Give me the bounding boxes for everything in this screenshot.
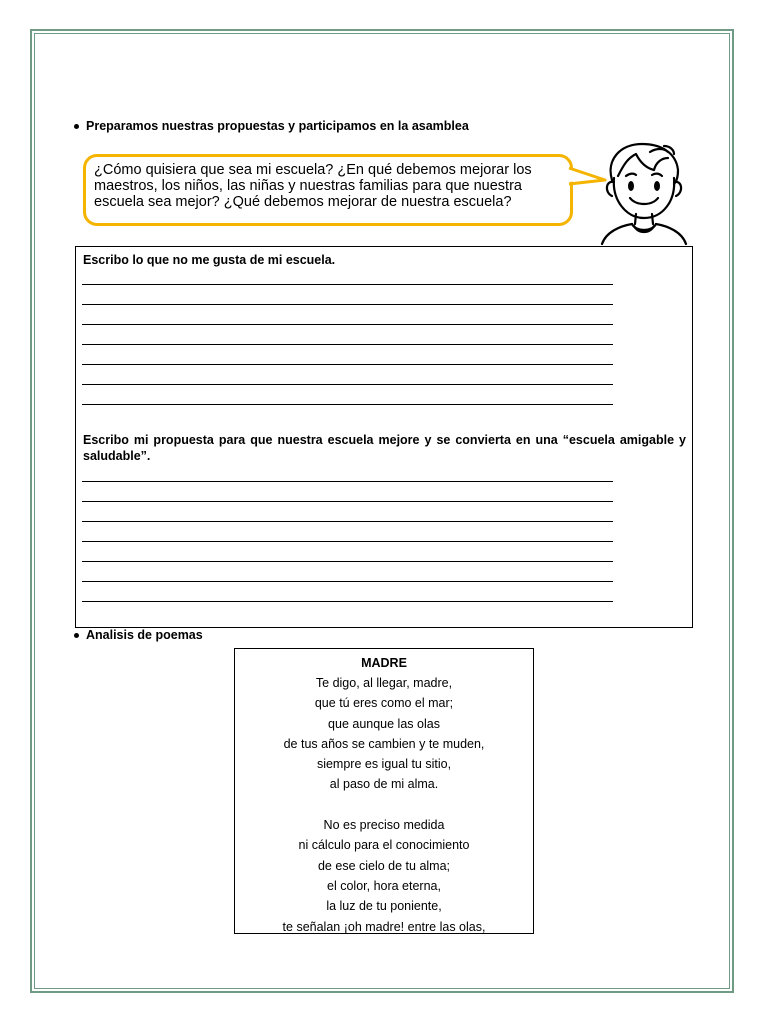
answer-line[interactable] [82, 521, 613, 522]
section-heading-poemas [74, 628, 203, 642]
section-heading-text: Preparamos nuestras propuestas y participamos en la asamblea [86, 119, 469, 133]
poem-box [234, 648, 534, 934]
answer-line[interactable] [82, 364, 613, 365]
poem-title: MADRE [361, 656, 407, 670]
answer-line[interactable] [82, 304, 613, 305]
poem-line: al paso de mi alma. [329, 777, 439, 792]
poem-line: de tus años se cambien y te muden, [283, 736, 485, 751]
writing-prompt-dislikes: Escribo lo que no me gusta de mi escuela. [83, 253, 336, 267]
answer-line[interactable] [82, 601, 613, 602]
poem-line: ni cálculo para el conocimiento [298, 838, 470, 853]
poem-line: siempre es igual tu sitio, [316, 757, 452, 772]
boy-illustration-icon [598, 140, 690, 246]
writing-prompt-proposal: Escribo mi propuesta para que nuestra escuela mejore y se convierta en una “escuela amigable y saludable”. [83, 433, 686, 463]
answer-line[interactable] [82, 501, 613, 502]
section-heading-asamblea [74, 119, 469, 133]
answer-line[interactable] [82, 561, 613, 562]
poem-line: la luz de tu poniente, [326, 899, 442, 914]
answer-line[interactable] [82, 384, 613, 385]
poem-line: No es preciso medida [323, 818, 445, 833]
answer-line[interactable] [82, 481, 613, 482]
speech-bubble-text: ¿Cómo quisiera que sea mi escuela? ¿En qué debemos mejorar los maestros, los niños, las niñas y nuestras familias para que nuestra escuela sea mejor? ¿Qué debemos mejorar de nuestra escuela? [94, 162, 532, 210]
poem-line: el color, hora eterna, [327, 878, 441, 893]
poem-line: de ese cielo de tu alma; [317, 858, 451, 873]
answer-line[interactable] [82, 581, 613, 582]
section-heading-text: Analisis de poemas [86, 628, 203, 642]
answer-line[interactable] [82, 344, 613, 345]
speech-bubble [83, 154, 573, 226]
answer-line[interactable] [82, 284, 613, 285]
answer-line[interactable] [82, 404, 613, 405]
poem-line: que tú eres como el mar; [314, 696, 454, 711]
bullet-dot-icon [74, 124, 79, 129]
stanza-gap [235, 795, 533, 815]
bullet-dot-icon [74, 633, 79, 638]
poem-line: te señalan ¡oh madre! entre las olas, [282, 919, 486, 934]
answer-line[interactable] [82, 324, 613, 325]
poem-line: que aunque las olas [328, 716, 440, 731]
poem-line: Te digo, al llegar, madre, [315, 676, 453, 690]
answer-line[interactable] [82, 541, 613, 542]
